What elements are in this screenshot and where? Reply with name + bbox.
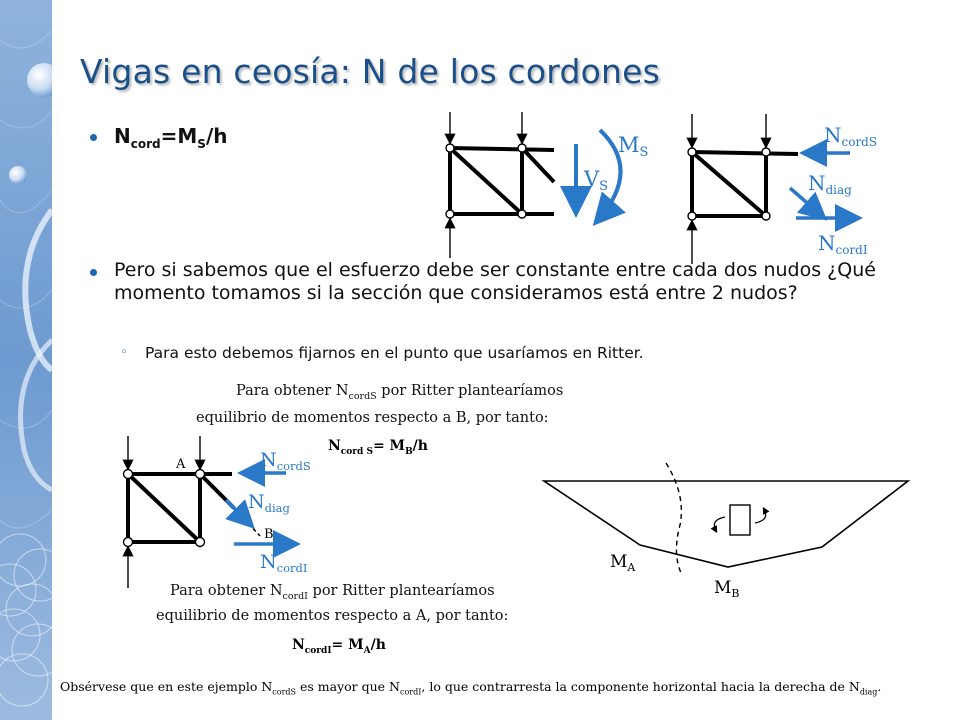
caption-bottom-line2: equilibrio de momentos respecto a A, por tanto: <box>156 608 509 624</box>
ncords-label: $N_{cordS}$ <box>824 123 878 149</box>
shear-label: VS <box>584 167 609 194</box>
ncordi-label: $N_{cordI}$ <box>818 231 868 257</box>
node-b-label: B <box>264 527 274 542</box>
sub-bullet-marker: ◦ <box>120 345 128 360</box>
ritter-truss-diagram <box>100 432 350 590</box>
moment-diagram <box>530 455 930 605</box>
caption-top-line2: equilibrio de momentos respecto a B, por tanto: <box>196 410 549 426</box>
bullet-question: Pero si sabemos que el esfuerzo debe ser constante entre cada dos nudos ¿Qué momento tomamos si la sección que consideramos está entre 2 nudos? <box>114 259 876 304</box>
ndiag-label: $N_{diag}$ <box>248 491 290 515</box>
node-a-label: A <box>176 457 186 472</box>
moment-label: MS <box>618 133 649 160</box>
formula-ncords: $N_{cord S}= M_B/h$ <box>328 438 428 457</box>
bottom-note: Obsérvese que en este ejemplo $N_{cordS}$ es mayor que $N_{cordI}$, lo que contrarresta la componente horizontal hacia la derecha de $N_{diag}$. <box>60 679 882 697</box>
formula-ncordi: $N_{cordI}= M_A/h$ <box>292 637 386 656</box>
sub-bullet-ritter: Para esto debemos fijarnos en el punto que usaríamos en Ritter. <box>145 344 644 362</box>
ncordi-label: $N_{cordI}$ <box>260 551 308 575</box>
truss-chord-forces-diagram <box>672 108 902 268</box>
caption-top-line1: Para obtener $N_{cordS}$ por Ritter plantearíamos <box>236 383 564 402</box>
bullet-marker <box>90 269 97 276</box>
truss-members <box>450 148 554 214</box>
decorative-sidebar <box>0 0 52 720</box>
load-arrows <box>450 112 522 258</box>
ndiag-label: $N_{diag}$ <box>808 171 852 197</box>
truss-section-diagram <box>430 108 650 268</box>
bullet-marker <box>90 134 97 141</box>
caption-bottom-line1: Para obtener $N_{cordI}$ por Ritter plantearíamos <box>170 583 495 602</box>
ma-label: $M_A$ <box>610 552 636 574</box>
slide-title: Vigas en ceosía: N de los cordones <box>80 52 661 91</box>
mb-label: $M_B$ <box>714 578 740 600</box>
ncords-label: $N_{cordS}$ <box>260 449 311 473</box>
bullet-ncord-formula: $N_{cord}=M_S/h$ <box>114 124 228 151</box>
